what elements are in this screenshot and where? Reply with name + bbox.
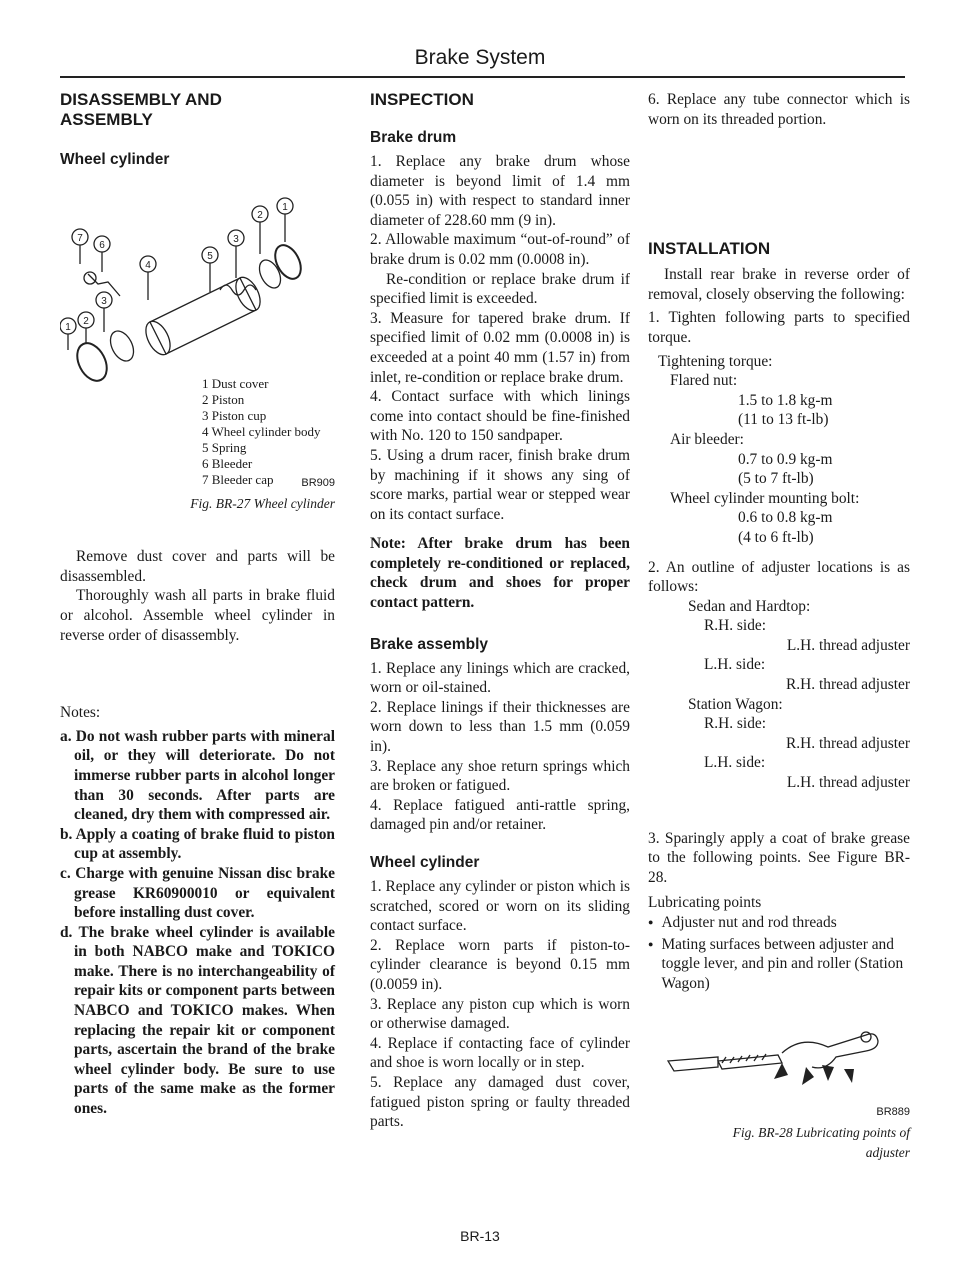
svg-text:3: 3: [233, 234, 239, 245]
spec-value: (11 to 13 ft-lb): [738, 411, 829, 429]
column-left: [60, 84, 335, 1119]
torque-label: Tightening torque:: [658, 352, 773, 370]
list-item: 1. Replace any brake drum whose diameter is beyond limit of 1.4 mm (0.055 in) with respect to standard inner diameter of 228.60 mm (9 in).: [370, 153, 630, 229]
section-heading-disassembly: DISASSEMBLY AND ASSEMBLY: [60, 90, 222, 129]
parts-legend: [202, 376, 342, 488]
spec-label: Wheel cylinder mounting bolt:: [670, 489, 860, 507]
list-item: 6. Replace any tube connector which is worn on its threaded portion.: [648, 91, 910, 128]
svg-text:5: 5: [207, 251, 213, 262]
list-item: 2. An outline of adjuster locations is as follows:: [648, 558, 910, 596]
adjuster-value: L.H. thread adjuster: [786, 636, 910, 654]
list-item: 1. Replace any linings which are cracked, worn or oil-stained.: [370, 659, 630, 697]
column-right: [648, 84, 910, 1162]
header-rule: [60, 76, 905, 78]
list-item: 3. Replace any piston cup which is worn or otherwise damaged.: [370, 995, 630, 1033]
adjuster-side: R.H. side:: [704, 617, 766, 635]
page-header-title: Brake System: [414, 46, 546, 69]
subheading-brake-assembly: Brake assembly: [370, 635, 489, 653]
notes-label: Notes:: [60, 704, 101, 722]
legend-item: 5 Spring: [202, 440, 247, 455]
adjuster-side: L.H. side:: [704, 754, 766, 772]
note-item: b. Apply a coating of brake fluid to piston cup at assembly.: [60, 825, 335, 863]
list-item: 5. Replace any damaged dust cover, fatigued piston spring or faulty threaded parts.: [370, 1073, 630, 1131]
list-item: 1. Replace any cylinder or piston which is scratched, scored or worn on its sliding contact surface.: [370, 878, 630, 935]
list-item: 5. Using a drum racer, finish brake drum by machining if it shows any sing of score marks, partial wear or stepped wear on its contact surface.: [370, 446, 630, 523]
svg-text:7: 7: [77, 233, 83, 244]
section-heading-inspection: INSPECTION: [370, 90, 474, 109]
legend-item: 3 Piston cup: [202, 408, 267, 423]
note-item: d. The brake wheel cylinder is available in both NABCO make and TOKICO make. There is no interchangeability of repair kits or component parts between NABCO and TOKICO makes. When replacing the repair kit or component parts, ascertain the brand of the brake wheel cylinder body. Be sure to use parts of the same make as the former ones.: [60, 923, 335, 1118]
legend-item: 2 Piston: [202, 392, 245, 407]
list-item: 2. Allowable maximum “out-of-round” of brake drum is 0.02 mm (0.0008 in).: [370, 231, 630, 268]
figure-caption: Fig. BR-27 Wheel cylinder: [190, 495, 335, 511]
adjuster-side: L.H. side:: [704, 656, 766, 674]
adjuster-diagram: [648, 1003, 910, 1103]
spec-value: 1.5 to 1.8 kg-m: [738, 391, 833, 409]
list-item: 1. Tighten following parts to specified torque.: [648, 309, 910, 346]
svg-text:1: 1: [282, 202, 288, 213]
list-item: 3. Replace any shoe return springs which are broken or fatigued.: [370, 757, 630, 795]
adjuster-value: R.H. thread adjuster: [786, 734, 910, 752]
list-item: 3. Measure for tapered brake drum. If specified limit of 0.02 mm (0.0008 in) is exceeded at a point 40 mm (1.57 in) from inlet, re-condition or replace brake drum.: [370, 309, 630, 386]
paragraph: Remove dust cover and parts will be disassembled.: [60, 548, 335, 585]
subheading-wheel-cylinder: Wheel cylinder: [60, 151, 170, 168]
adjuster-group: Station Wagon:: [688, 695, 783, 713]
section-heading-installation: INSTALLATION: [648, 239, 771, 259]
column-middle: [370, 84, 630, 1132]
bullet-dot: [648, 935, 661, 994]
figure-caption: Fig. BR-28 Lubricating points of: [732, 1124, 910, 1140]
drum-note: Note: After brake drum has been completely re-conditioned or replaced, check drum and shoes for proper contact pattern.: [370, 535, 630, 612]
list-item: 4. Replace if contacting face of cylinder and shoe is worn locally or in step.: [370, 1034, 630, 1072]
adjuster-value: R.H. thread adjuster: [786, 676, 910, 694]
page-number: BR-13: [460, 1228, 500, 1244]
lubricating-label: Lubricating points: [648, 894, 762, 912]
spec-value: 0.7 to 0.9 kg-m: [738, 450, 833, 468]
subheading-brake-drum: Brake drum: [370, 129, 457, 146]
figure-code: BR889: [876, 1106, 910, 1119]
list-item: 4. Replace fatigued anti-rattle spring, damaged pin and/or retainer.: [370, 796, 630, 834]
legend-item: 4 Wheel cylinder body: [202, 424, 321, 439]
note-item: c. Charge with genuine Nissan disc brake grease KR60900010 or equivalent before installing dust cover.: [60, 864, 335, 922]
legend-item: 1 Dust cover: [202, 376, 269, 391]
figure-code: BR909: [301, 477, 335, 489]
spec-value: (5 to 7 ft-lb): [738, 470, 814, 488]
spec-value: 0.6 to 0.8 kg-m: [738, 509, 833, 527]
bullet-item: Mating surfaces between adjuster and toggle lever, and pin and roller (Station Wagon): [661, 935, 904, 992]
svg-text:3: 3: [101, 296, 107, 307]
adjuster-group: Sedan and Hardtop:: [688, 597, 811, 615]
adjuster-value: L.H. thread adjuster: [786, 774, 910, 792]
paragraph: Install rear brake in reverse order of removal, closely observing the following:: [648, 266, 910, 303]
list-item: 2. Replace worn parts if piston-to-cylinder clearance is beyond 0.15 mm (0.0059 in).: [370, 936, 630, 993]
spec-label: Air bleeder:: [670, 430, 744, 448]
subheading-wheel-cylinder-inspection: Wheel cylinder: [370, 854, 480, 871]
svg-text:6: 6: [99, 240, 105, 251]
svg-text:2: 2: [83, 316, 89, 327]
spec-value: (4 to 6 ft-lb): [738, 528, 814, 546]
list-item: Re-condition or replace brake drum if specified limit is exceeded.: [370, 270, 630, 308]
legend-item: 6 Bleeder: [202, 456, 253, 471]
list-item: 2. Replace linings if their thicknesses are worn down to less than 1.5 mm (0.059 in).: [370, 698, 630, 756]
svg-text:1: 1: [65, 322, 71, 333]
spec-label: Flared nut:: [670, 372, 738, 390]
list-item: 3. Sparingly apply a coat of brake grease to the following points. See Figure BR-28.: [648, 829, 910, 886]
adjuster-side: R.H. side:: [704, 715, 766, 733]
bullet-item: ● Adjuster nut and rod threads: [648, 913, 910, 935]
svg-text:2: 2: [257, 210, 263, 221]
bullet-row: [648, 935, 910, 994]
note-item: a. Do not wash rubber parts with mineral oil, or they will deteriorate. Do not immerse rubber parts in alcohol longer than 30 seconds. After parts are cleaned, dry them with compressed air.: [60, 727, 335, 824]
svg-text:4: 4: [145, 260, 151, 271]
figure-caption: adjuster: [865, 1144, 910, 1160]
list-item: 4. Contact surface with which linings come into contact should be fine-finished with No. 120 to 150 sandpaper.: [370, 388, 630, 445]
paragraph: Thoroughly wash all parts in brake fluid or alcohol. Assemble wheel cylinder in reverse order of disassembly.: [60, 587, 335, 644]
legend-item: 7 Bleeder cap: [202, 472, 274, 487]
